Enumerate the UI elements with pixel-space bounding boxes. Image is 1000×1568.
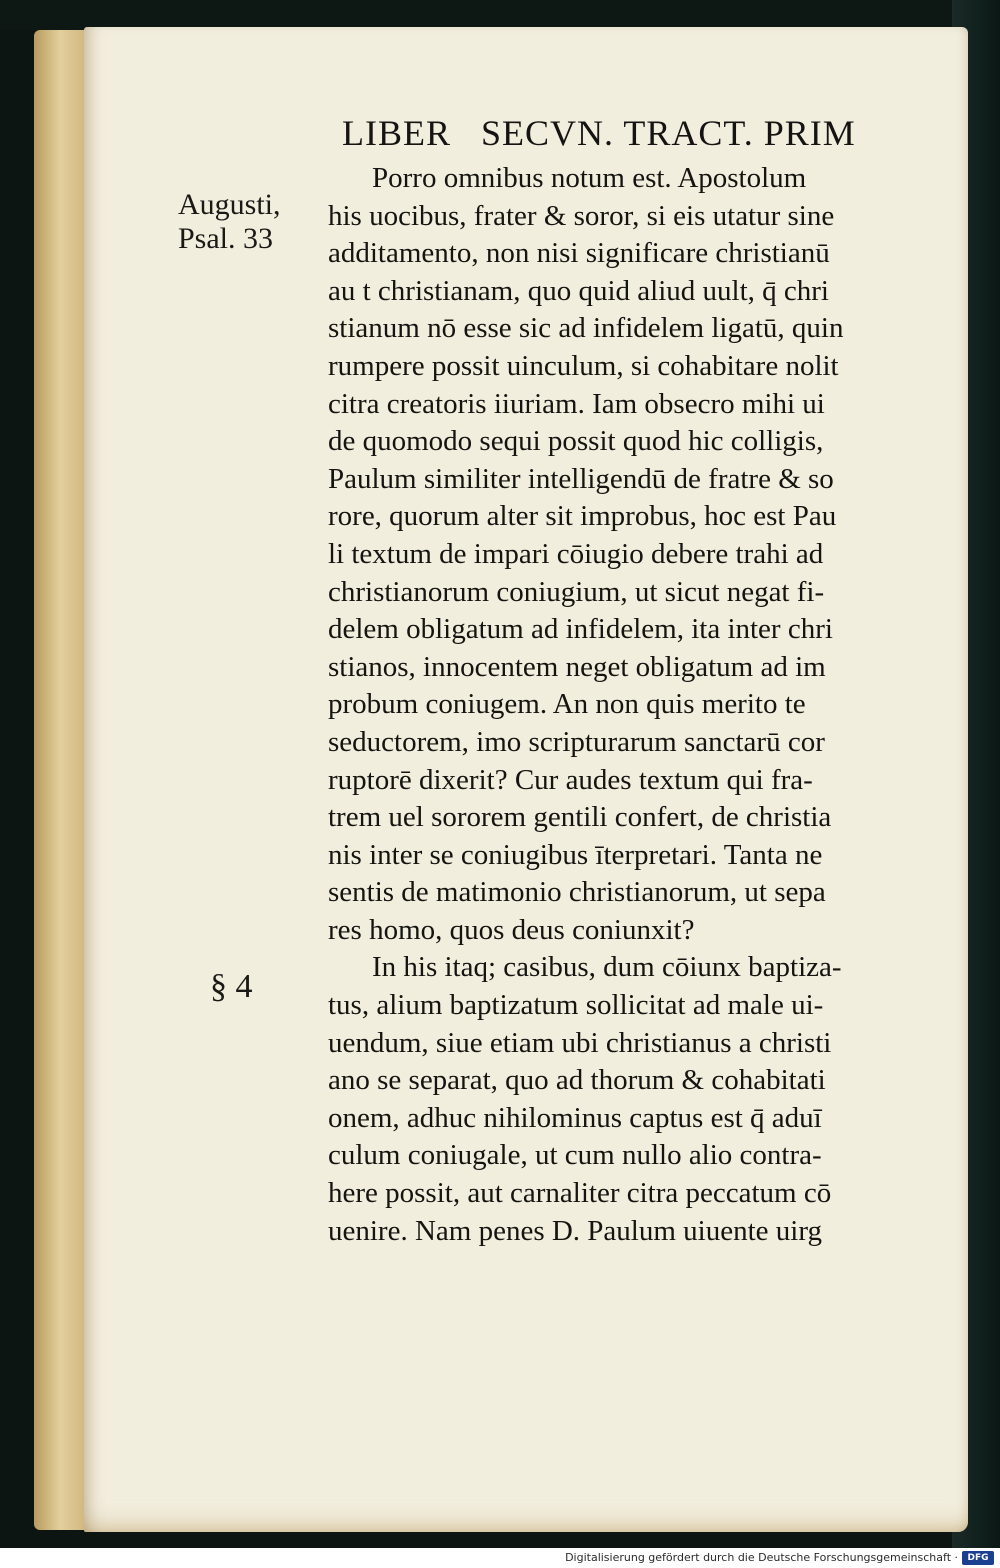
- text-line: christianorum coniugium, ut sicut negat fi-: [328, 575, 825, 608]
- dfg-logo: DFG: [962, 1551, 994, 1565]
- text-line: ruptorē dixerit? Cur audes textum qui fra-: [328, 763, 813, 796]
- running-head: LIBER SECVN. TRACT. PRIM: [342, 113, 856, 153]
- text-line: onem, adhuc nihilominus captus est q̄ aduī: [328, 1101, 822, 1134]
- text-line: In his itaq; casibus, dum cōiunx baptiza-: [372, 951, 842, 984]
- text-line: stianum nō esse sic ad infidelem ligatū, quin: [328, 312, 844, 345]
- text-line: tus, alium baptizatum sollicitat ad male ui-: [328, 989, 824, 1022]
- margin-note-line: Psal. 33: [178, 222, 274, 255]
- text-line: nis inter se coniugibus īterpretari. Tanta ne: [328, 838, 823, 871]
- background-cloth-top: [0, 0, 1000, 30]
- text-line: res homo, quos deus coniunxit?: [328, 913, 695, 946]
- text-line: culum coniugale, ut cum nullo alio contra-: [328, 1139, 822, 1172]
- text-line: here possit, aut carnaliter citra peccatum cō: [328, 1177, 832, 1210]
- text-line: uenire. Nam penes D. Paulum uiuente uirg: [328, 1214, 822, 1247]
- footer-credit: Digitalisierung gefördert durch die Deutsche Forschungsgemeinschaft ·: [565, 1551, 958, 1564]
- text-line: trem uel sororem gentili confert, de christia: [328, 801, 832, 834]
- text-line: Porro omnibus notum est. Apostolum: [372, 162, 807, 194]
- text-line: citra creatoris iiuriam. Iam obsecro mihi ui: [328, 387, 825, 420]
- text-line: additamento, non nisi significare christianū: [328, 237, 830, 270]
- text-line: stianos, innocentem neget obligatum ad im: [328, 650, 826, 683]
- text-line: delem obligatum ad infidelem, ita inter chri: [328, 613, 833, 646]
- margin-note-augustine: [178, 188, 318, 256]
- text-line: Paulum similiter intelligendū de fratre & so: [328, 462, 834, 495]
- text-line: probum coniugem. An non quis merito te: [328, 688, 806, 721]
- text-line: rumpere possit uinculum, si cohabitare nolit: [328, 349, 839, 382]
- text-line: de quomodo sequi possit quod hic colligis,: [328, 425, 824, 458]
- text-line: rore, quorum alter sit improbus, hoc est Pau: [328, 500, 837, 533]
- text-line: li textum de impari cōiugio debere trahi ad: [328, 537, 824, 570]
- text-line: uendum, siue etiam ubi christianus a christi: [328, 1026, 832, 1059]
- text-line: au t christianam, quo quid aliud uult, q̄ chri: [328, 274, 829, 307]
- text-line: his uocibus, frater & soror, si eis utatur sine: [328, 199, 835, 232]
- text-line: sentis de matimonio christianorum, ut sepa: [328, 876, 826, 909]
- main-text-block: [328, 160, 948, 1250]
- text-line: ano se separat, quo ad thorum & cohabitati: [328, 1064, 826, 1097]
- margin-section-mark: § 4: [210, 968, 253, 1005]
- text-line: seductorem, imo scripturarum sanctarū cor: [328, 725, 825, 758]
- margin-note-line: Augusti,: [178, 188, 281, 221]
